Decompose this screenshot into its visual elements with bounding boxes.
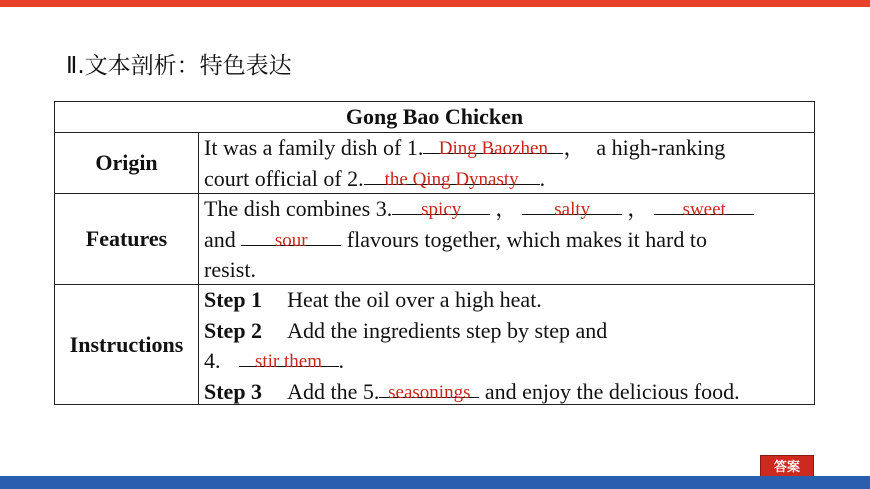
answer-blank-1 bbox=[423, 133, 563, 159]
answer-3a: spicy bbox=[421, 199, 462, 220]
step-1 bbox=[204, 285, 810, 316]
origin-text: court official of 2. bbox=[204, 165, 364, 191]
answer-blank-5 bbox=[379, 377, 479, 403]
features-separator: ， bbox=[627, 196, 650, 221]
step-2-end: . bbox=[338, 348, 344, 373]
answer-blank-3c bbox=[654, 194, 754, 220]
origin-text: ， a high-ranking bbox=[563, 135, 726, 160]
step-2 bbox=[204, 316, 810, 347]
answer-2: the Qing Dynasty bbox=[384, 168, 519, 190]
answer-blank-4 bbox=[239, 346, 339, 372]
answer-1: Ding Baozhen bbox=[438, 138, 548, 159]
row-label-features: Features bbox=[85, 226, 168, 251]
row-label-origin: Origin bbox=[95, 150, 158, 175]
step-3-text: Add the 5. bbox=[287, 378, 380, 404]
answer-blank-3a bbox=[392, 194, 490, 220]
features-text: flavours together, which makes it hard to bbox=[346, 226, 707, 252]
top-accent-bar bbox=[0, 0, 870, 7]
features-line-1 bbox=[204, 194, 810, 225]
answer-button[interactable]: 答案 bbox=[760, 455, 814, 479]
origin-line-2 bbox=[204, 164, 810, 195]
answer-blank-3d bbox=[241, 225, 341, 251]
step-3-text: and enjoy the delicious food. bbox=[484, 378, 740, 404]
features-content bbox=[204, 194, 810, 286]
step-1-text: Heat the oil over a high heat. bbox=[287, 287, 542, 312]
origin-text: . bbox=[539, 165, 546, 191]
step-2-label: Step 2 bbox=[204, 317, 263, 343]
section-heading: Ⅱ.文本剖析：特色表达 bbox=[66, 53, 292, 79]
step-1-label: Step 1 bbox=[204, 287, 263, 312]
answer-5: seasonings bbox=[388, 381, 471, 403]
step-2-continued bbox=[204, 346, 810, 377]
origin-content bbox=[204, 133, 810, 194]
features-text: and bbox=[204, 226, 236, 252]
row-label-instructions: Instructions bbox=[69, 332, 184, 357]
features-line-3: resist. bbox=[204, 257, 256, 282]
origin-text: It was a family dish of 1. bbox=[204, 135, 424, 160]
answer-3d: sour bbox=[274, 229, 308, 251]
features-line-2 bbox=[204, 225, 810, 256]
table-column-divider bbox=[198, 132, 199, 405]
step-2-text: Add the ingredients step by step and bbox=[287, 317, 608, 343]
answer-blank-2 bbox=[364, 164, 540, 190]
origin-line-1 bbox=[204, 133, 810, 164]
table-title: Gong Bao Chicken bbox=[345, 104, 524, 129]
features-separator: ， bbox=[495, 196, 518, 221]
instructions-content bbox=[204, 285, 810, 407]
answer-blank-3b bbox=[522, 194, 622, 220]
step-3-label: Step 3 bbox=[204, 378, 263, 404]
answer-4: stir them bbox=[254, 351, 323, 372]
answer-3c: sweet bbox=[682, 199, 726, 220]
answer-3b: salty bbox=[554, 199, 591, 220]
step-3 bbox=[204, 377, 810, 408]
step-2-number: 4. bbox=[204, 348, 221, 373]
bottom-accent-bar bbox=[0, 476, 870, 489]
info-table bbox=[54, 101, 815, 405]
features-text: The dish combines 3. bbox=[204, 196, 393, 221]
